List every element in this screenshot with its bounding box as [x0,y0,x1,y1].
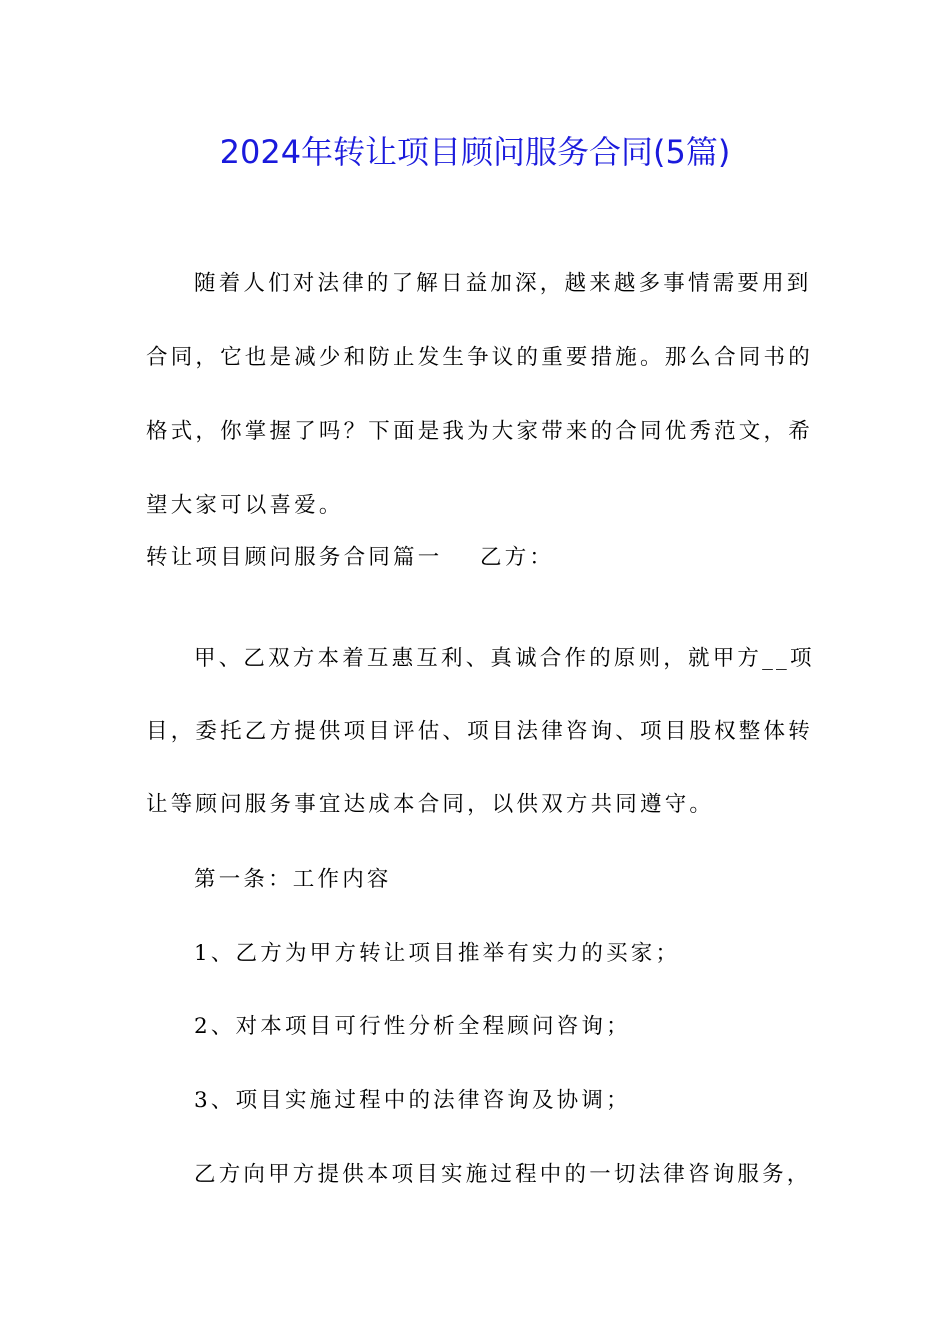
intro-line-2: 合同，它也是减少和防止发生争议的重要措施。那么合同书的 [146,345,813,370]
list-item: 2、对本项目可行性分析全程顾问咨询； [194,1014,631,1039]
list-item: 1、乙方为甲方转让项目推举有实力的买家； [194,941,681,966]
body-line: 乙方向甲方提供本项目实施过程中的一切法律咨询服务， [194,1162,812,1187]
purpose-line-2: 目，委托乙方提供项目评估、项目法律咨询、项目股权整体转 [146,719,813,744]
article-one-heading: 第一条：工作内容 [194,867,392,892]
document-title: 2024年转让项目顾问服务合同(5篇) [219,133,731,171]
party-b-label: 乙方： [480,545,555,570]
list-item: 3、项目实施过程中的法律咨询及协调； [194,1088,631,1113]
purpose-line-3: 让等顾问服务事宜达成本合同，以供双方共同遵守。 [146,792,715,817]
intro-line-4: 望大家可以喜爱。 [146,493,344,518]
intro-line-1: 随着人们对法律的了解日益加深，越来越多事情需要用到 [194,271,812,296]
intro-line-3: 格式，你掌握了吗？下面是我为大家带来的合同优秀范文，希 [146,419,813,444]
purpose-line-1: 甲、乙双方本着互惠互利、真诚合作的原则，就甲方__项 [194,646,815,671]
section-heading: 转让项目顾问服务合同篇一 [146,545,443,570]
